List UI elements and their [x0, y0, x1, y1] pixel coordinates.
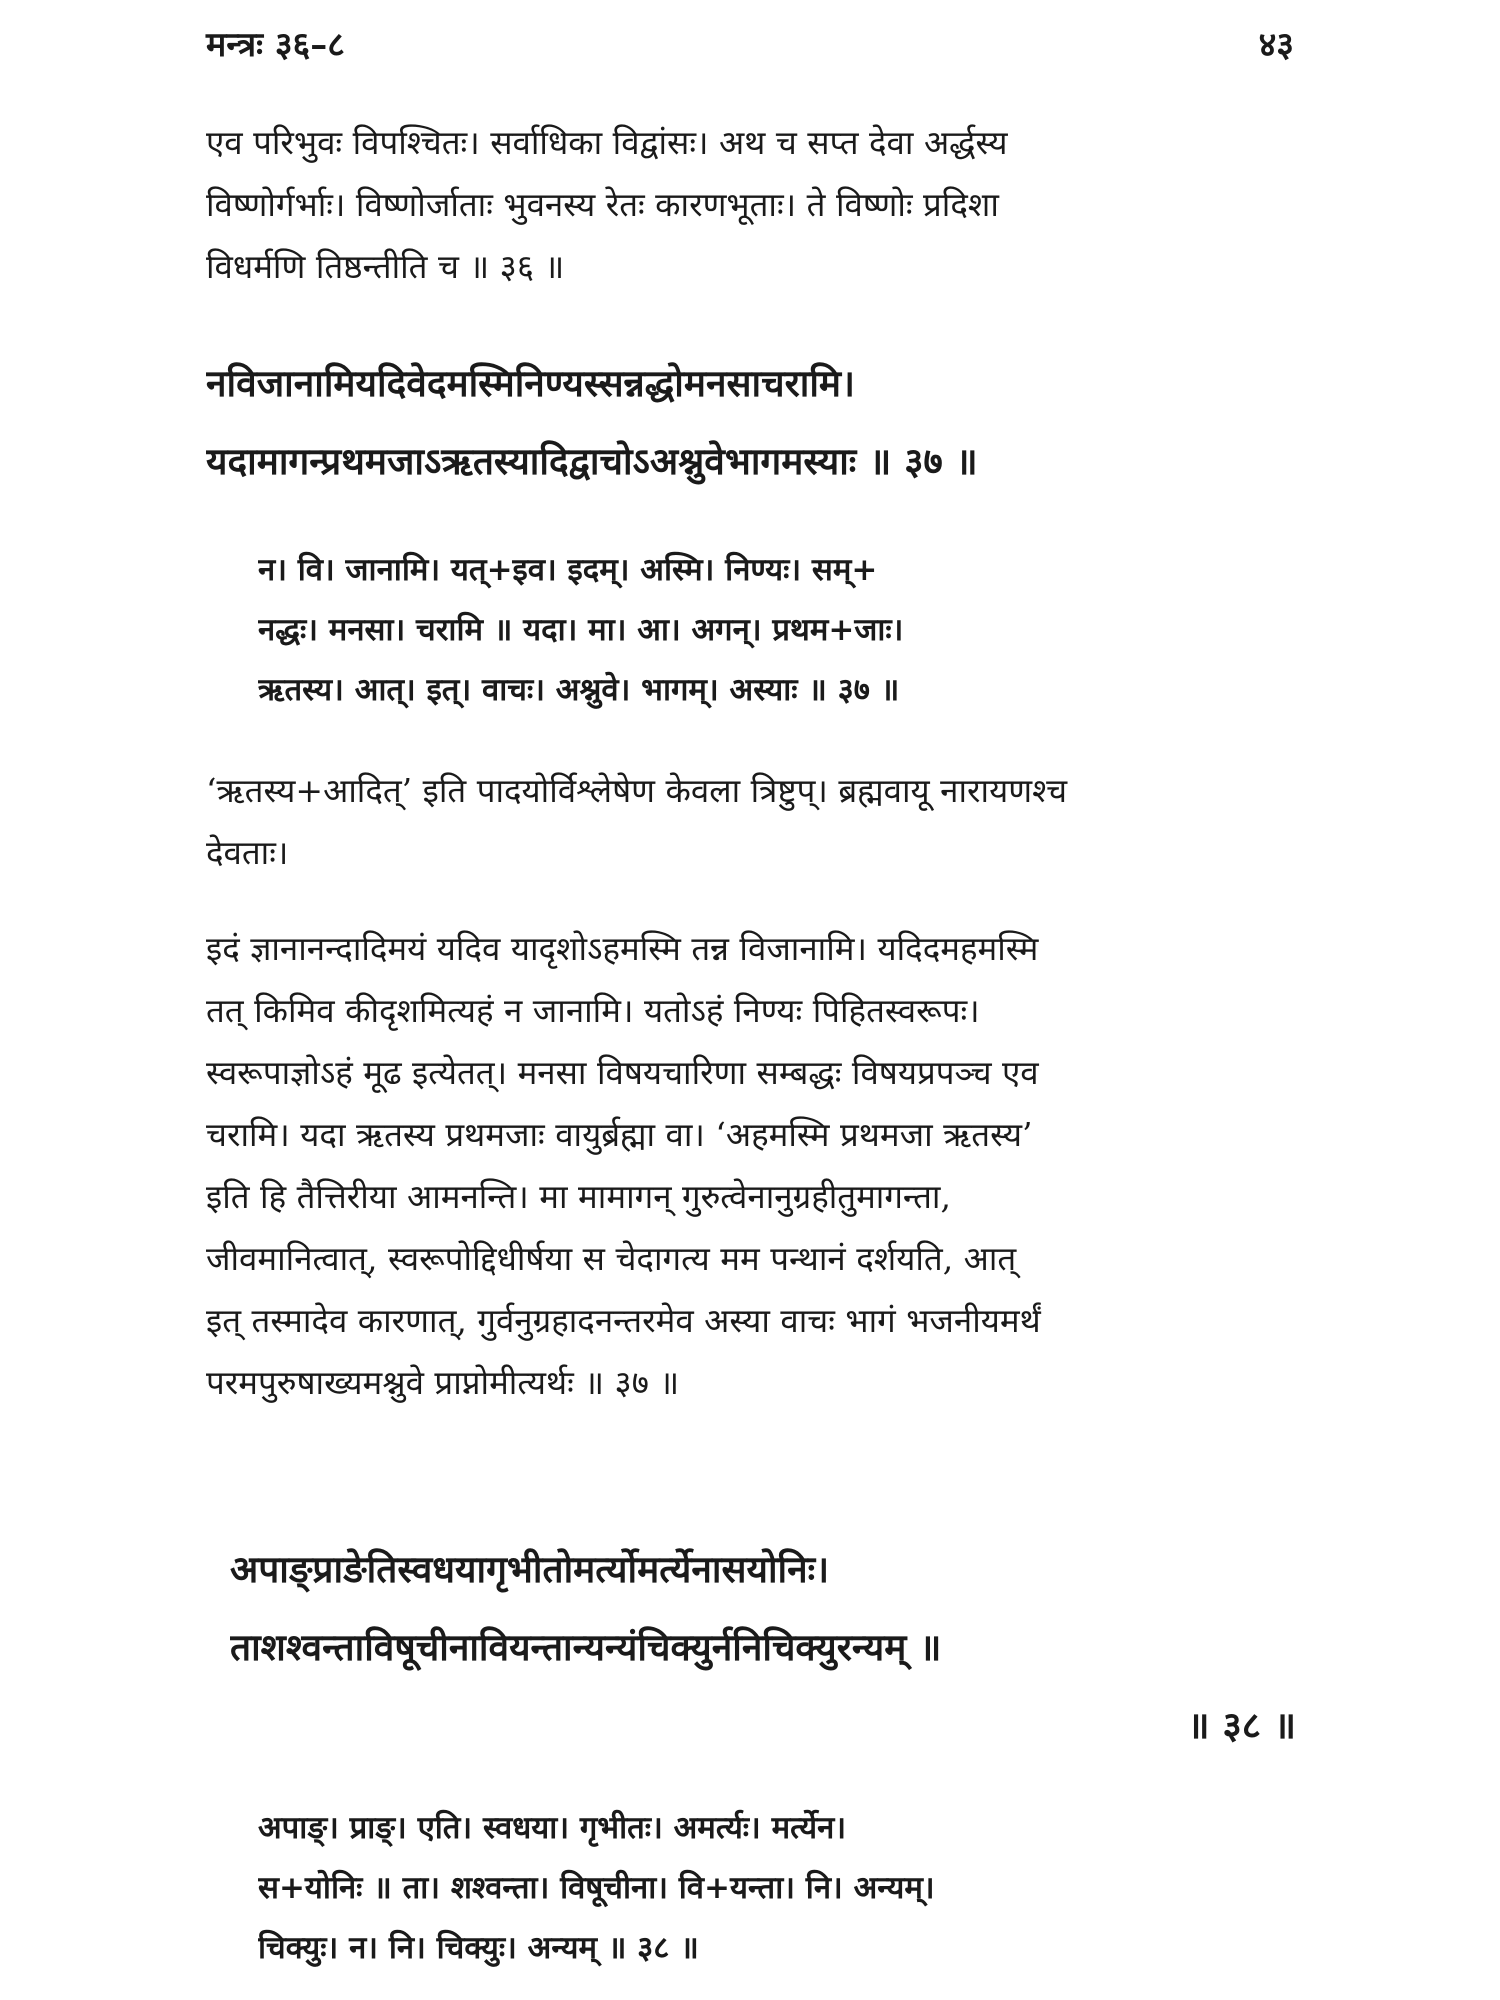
- commentary-line: विधर्मणि तिष्ठन्तीति च ॥ ३६ ॥: [206, 247, 565, 286]
- mantra-37: [206, 344, 1296, 500]
- mantra-line: ताशश्वन्ताविषूचीनावियन्तान्यन्यंचिक्युर्ननिचिक्युरन्यम् ॥: [230, 1625, 942, 1669]
- commentary-line: विष्णोर्गर्भाः। विष्णोर्जाताः भुवनस्य रेतः कारणभूताः। ते विष्णोः प्रदिशा: [206, 185, 999, 224]
- commentary-line: स्वरूपाज्ञोऽहं मूढ इत्येतत्। मनसा विषयचारिणा सम्बद्धः विषयप्रपञ्च एव: [206, 1053, 1039, 1092]
- header-section-label: मन्त्रः ३६–८: [206, 25, 345, 65]
- metre-note-37: [206, 760, 1296, 884]
- metre-line: ‘ऋतस्य+आदित्’ इति पादयोर्विश्लेषेण केवला त्रिष्टुप्। ब्रह्मवायू नारायणश्च: [206, 771, 1068, 810]
- commentary-line: तत् किमिव कीदृशमित्यहं न जानामि। यतोऽहं निण्यः पिहितस्वरूपः।: [206, 991, 980, 1030]
- commentary-line: चरामि। यदा ऋतस्य प्रथमजाः वायुर्ब्रह्मा वा। ‘अहमस्मि प्रथमजा ऋतस्य’: [206, 1115, 1033, 1154]
- commentary-line: इदं ज्ञानानन्दादिमयं यदिव यादृशोऽहमस्मि तन्न विजानामि। यदिदमहमस्मि: [206, 929, 1039, 968]
- pada-line: स+योनिः ॥ ता। शश्वन्ता। विषूचीना। वि+यन्ता। नि। अन्यम्।: [258, 1870, 935, 1906]
- commentary-line: एव परिभुवः विपश्चितः। सर्वाधिका विद्वांसः। अथ च सप्त देवा अर्द्धस्य: [206, 123, 1008, 162]
- commentary-37: [206, 918, 1296, 1414]
- metre-line: देवताः।: [206, 833, 289, 872]
- pada-patha-38: [258, 1798, 1258, 1978]
- commentary-line: जीवमानित्वात्, स्वरूपोद्दिधीर्षया स चेदागत्य मम पन्थानं दर्शयति, आत्: [206, 1239, 1017, 1278]
- pada-line: ऋतस्य। आत्। इत्। वाचः। अश्नुवे। भागम्। अस्याः ॥ ३७ ॥: [258, 672, 900, 708]
- pada-line: अपाङ्। प्राङ्। एति। स्वधया। गृभीतः। अमर्त्यः। मर्त्येन।: [258, 1810, 847, 1846]
- pada-patha-37: [258, 540, 1258, 720]
- mantra-line: यदामागन्प्रथमजाऽऋतस्यादिद्वाचोऽअश्नुवेभागमस्याः ॥ ३७ ॥: [206, 439, 978, 483]
- pada-line: न। वि। जानामि। यत्+इव। इदम्। अस्मि। निण्यः। सम्+: [258, 552, 878, 588]
- mantra-line: अपाङ्प्राङेतिस्वधयागृभीतोमर्त्योमर्त्येनासयोनिः।: [230, 1547, 830, 1591]
- mantra-38: [230, 1530, 1296, 1764]
- pada-line: चिक्युः। न। नि। चिक्युः। अन्यम् ॥ ३८ ॥: [258, 1930, 699, 1966]
- commentary-line: परमपुरुषाख्यमश्नुवे प्राप्नोमीत्यर्थः ॥ ३७ ॥: [206, 1363, 680, 1402]
- mantra-line: नविजानामियदिवेदमस्मिनिण्यस्सन्नद्धोमनसाचरामि।: [206, 361, 856, 405]
- running-header: [206, 20, 1294, 66]
- mantra-number: ॥ ३८ ॥: [1187, 1703, 1296, 1747]
- commentary-36: [206, 112, 1296, 298]
- pada-line: नद्धः। मनसा। चरामि ॥ यदा। मा। आ। अगन्। प्रथम+जाः।: [258, 612, 904, 648]
- commentary-line: इति हि तैत्तिरीया आमनन्ति। मा मामागन् गुरुत्वेनानुग्रहीतुमागन्ता,: [206, 1177, 951, 1216]
- commentary-line: इत् तस्मादेव कारणात्, गुर्वनुग्रहादनन्तरमेव अस्या वाचः भागं भजनीयमर्थं: [206, 1301, 1041, 1340]
- page-number: ४३: [1258, 25, 1294, 65]
